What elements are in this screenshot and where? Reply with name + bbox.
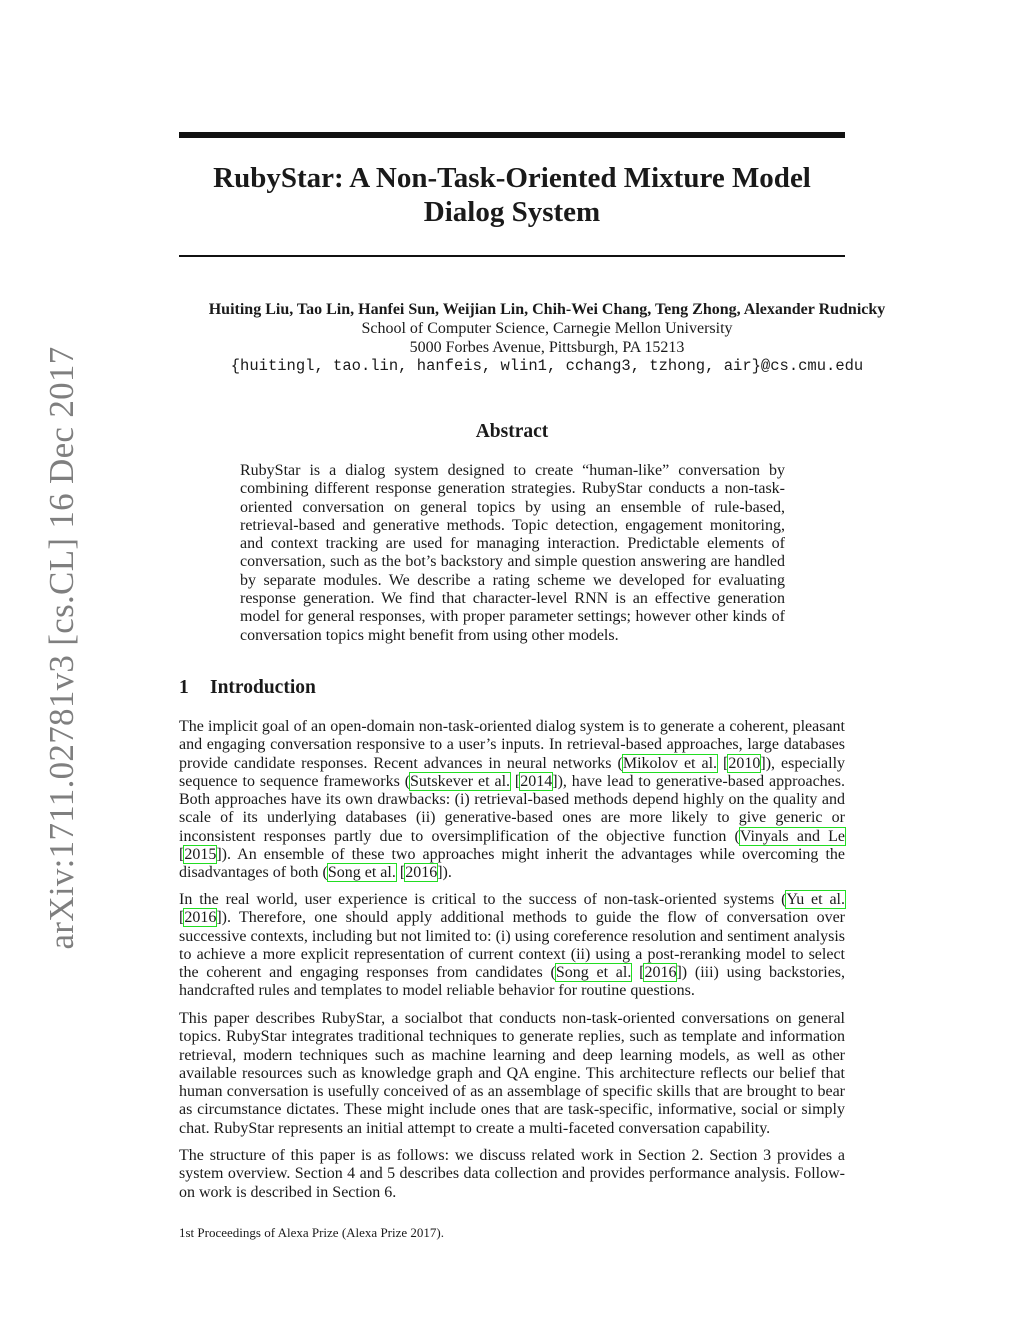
abstract-heading: Abstract	[475, 421, 549, 442]
title-rule-top	[179, 132, 845, 138]
section-heading-introduction	[179, 677, 316, 699]
text-run: ]). An ensemble of these two approaches might inherit the advantages while overcoming the disadvantages of both (	[179, 846, 845, 882]
citation-year-link[interactable]: 2015	[184, 846, 217, 864]
paper-title	[179, 161, 845, 229]
citation-year-link[interactable]: 2016	[184, 909, 217, 927]
title-line-1: RubyStar: A Non-Task-Oriented Mixture Model	[213, 162, 811, 194]
author-emails: {huitingl, tao.lin, hanfeis, wlin1, cchang3, tzhong, air}@cs.cmu.edu	[230, 357, 864, 375]
author-address: 5000 Forbes Avenue, Pittsburgh, PA 15213	[409, 339, 685, 356]
author-names: Huiting Liu, Tao Lin, Hanfei Sun, Weijian Lin, Chih-Wei Chang, Teng Zhong, Alexander Rudnicky	[208, 301, 886, 318]
intro-paragraph-4: The structure of this paper is as follows: we discuss related work in Section 2. Section 3 provides a system overview. Section 4 and 5 describes data collection and provides performance analysis. Follow-on work is described in Section 6.	[179, 1147, 845, 1201]
intro-paragraph-1: The implicit goal of an open-domain non-task-oriented dialog system is to generate a coherent, pleasant and engaging conversation responsive to a user’s inputs. In retrieval-based approaches, large databases provide candidate responses. Recent advances in neural networks (Mikolov et al. [2010]), especially sequence to sequence frameworks (Sutskever et al. [2014]), have lead to generative-based approaches. Both approaches have its own drawbacks: (i) retrieval-based methods depend highly on the quality and scale of its underlying databases (ii) generative-based ones are more likely to give generic or inconsistent responses partly due to oversimplification of the objective function (Vinyals and Le [2015]). An ensemble of these two approaches might inherit the advantages while overcoming the disadvantages of both (Song et al. [2016]).	[179, 718, 846, 882]
citation-link-vinyals[interactable]: Vinyals and Le	[739, 827, 846, 845]
citation-link-song[interactable]: Song et al.	[555, 964, 632, 982]
intro-paragraph-2: In the real world, user experience is critical to the success of non-task-oriented systems (Yu et al. [2016]). Therefore, one should apply additional methods to guide the flow of conversation over successive contexts, including but not limited to: (i) using coreference resolution and sentiment analysis to achieve a more explicit representation of current context (ii) using a post-reranking model to select the coherent and engaging responses from candidates (Song et al. [2016]) (iii) using backstories, handcrafted rules and templates to model reliable behavior for routine questions.	[179, 891, 846, 1000]
abstract-text: RubyStar is a dialog system designed to create “human-like” conversation by combining different response generation strategies. RubyStar conducts a non-task-oriented conversation on general topics by using an ensemble of rule-based, retrieval-based and generative methods. Topic detection, engagement monitoring, and context tracking are used for managing interaction. Predictable elements of conversation, such as the bot’s backstory and simple question answering are handled by separate modules. We describe a rating scheme we developed for evaluating response generation. We find that character-level RNN is an effective generation model for general responses, with proper parameter settings; however other kinds of conversation topics might benefit from using other models.	[240, 462, 785, 644]
citation-link-mikolov[interactable]: Mikolov et al.	[622, 754, 718, 772]
title-rule-bottom	[179, 255, 845, 257]
text-run: In the real world, user experience is critical to the success of non-task-oriented systems (	[179, 891, 787, 908]
text-run: ]) (iii) using backstories, handcrafted rules and templates to model reliable behavior for routine questions.	[179, 964, 846, 1000]
text-run: ]), especially sequence to sequence frameworks (	[179, 754, 846, 790]
citation-link-song[interactable]: Song et al.	[327, 864, 396, 882]
section-title: Introduction	[210, 677, 316, 698]
title-line-2: Dialog System	[423, 196, 601, 228]
text-run: The implicit goal of an open-domain non-task-oriented dialog system is to generate a coherent, pleasant and engaging conversation responsive to a user’s inputs. In retrieval-based approaches, large databases provide candidate responses. Recent advances in neural networks (	[179, 718, 845, 772]
text-run: ]).	[437, 864, 452, 882]
citation-year-link[interactable]: 2016	[405, 864, 438, 882]
text-run: ]), have lead to generative-based approaches. Both approaches have its own drawbacks: (i) retrieval-based methods depend highly on the quality and scale of its underlying databases (ii) generative-based ones are more likely to give generic or inconsistent responses partly due to oversimplification of the objective function (	[179, 772, 846, 845]
text-run: ]). Therefore, one should apply additional methods to guide the flow of conversation over successive contexts, including but not limited to: (i) using coreference resolution and sentiment analysis to achieve a more explicit representation of current context (ii) using a post-reranking model to select the coherent and engaging responses from candidates (	[179, 909, 845, 982]
citation-link-yu[interactable]: Yu et al.	[786, 891, 846, 908]
footnote: 1st Proceedings of Alexa Prize (Alexa Prize 2017).	[179, 1225, 444, 1240]
author-affiliation: School of Computer Science, Carnegie Mellon University	[361, 320, 733, 337]
intro-paragraph-3: This paper describes RubyStar, a socialbot that conducts non-task-oriented conversations on general topics. RubyStar integrates traditional techniques to generate replies, such as template and information retrieval, modern techniques such as machine learning and deep learning models, as well as other available resources such as knowledge graph and QA engine. This architecture reflects our belief that human conversation is usefully conceived of as an assemblage of specific skills that are brought to bear as circumstance dictates. These might include ones that are task-specific, informative, social or simply chat. RubyStar represents an initial attempt to create a multi-faceted conversation capability.	[179, 1010, 845, 1137]
citation-year-link[interactable]: 2016	[644, 964, 677, 982]
citation-year-link[interactable]: 2014	[520, 772, 553, 790]
citation-link-sutskever[interactable]: Sutskever et al.	[410, 772, 511, 790]
section-number: 1	[179, 677, 189, 698]
arxiv-identifier: arXiv:1711.02781v3 [cs.CL] 16 Dec 2017	[42, 346, 81, 950]
citation-year-link[interactable]: 2010	[728, 754, 761, 772]
author-block	[150, 300, 944, 376]
